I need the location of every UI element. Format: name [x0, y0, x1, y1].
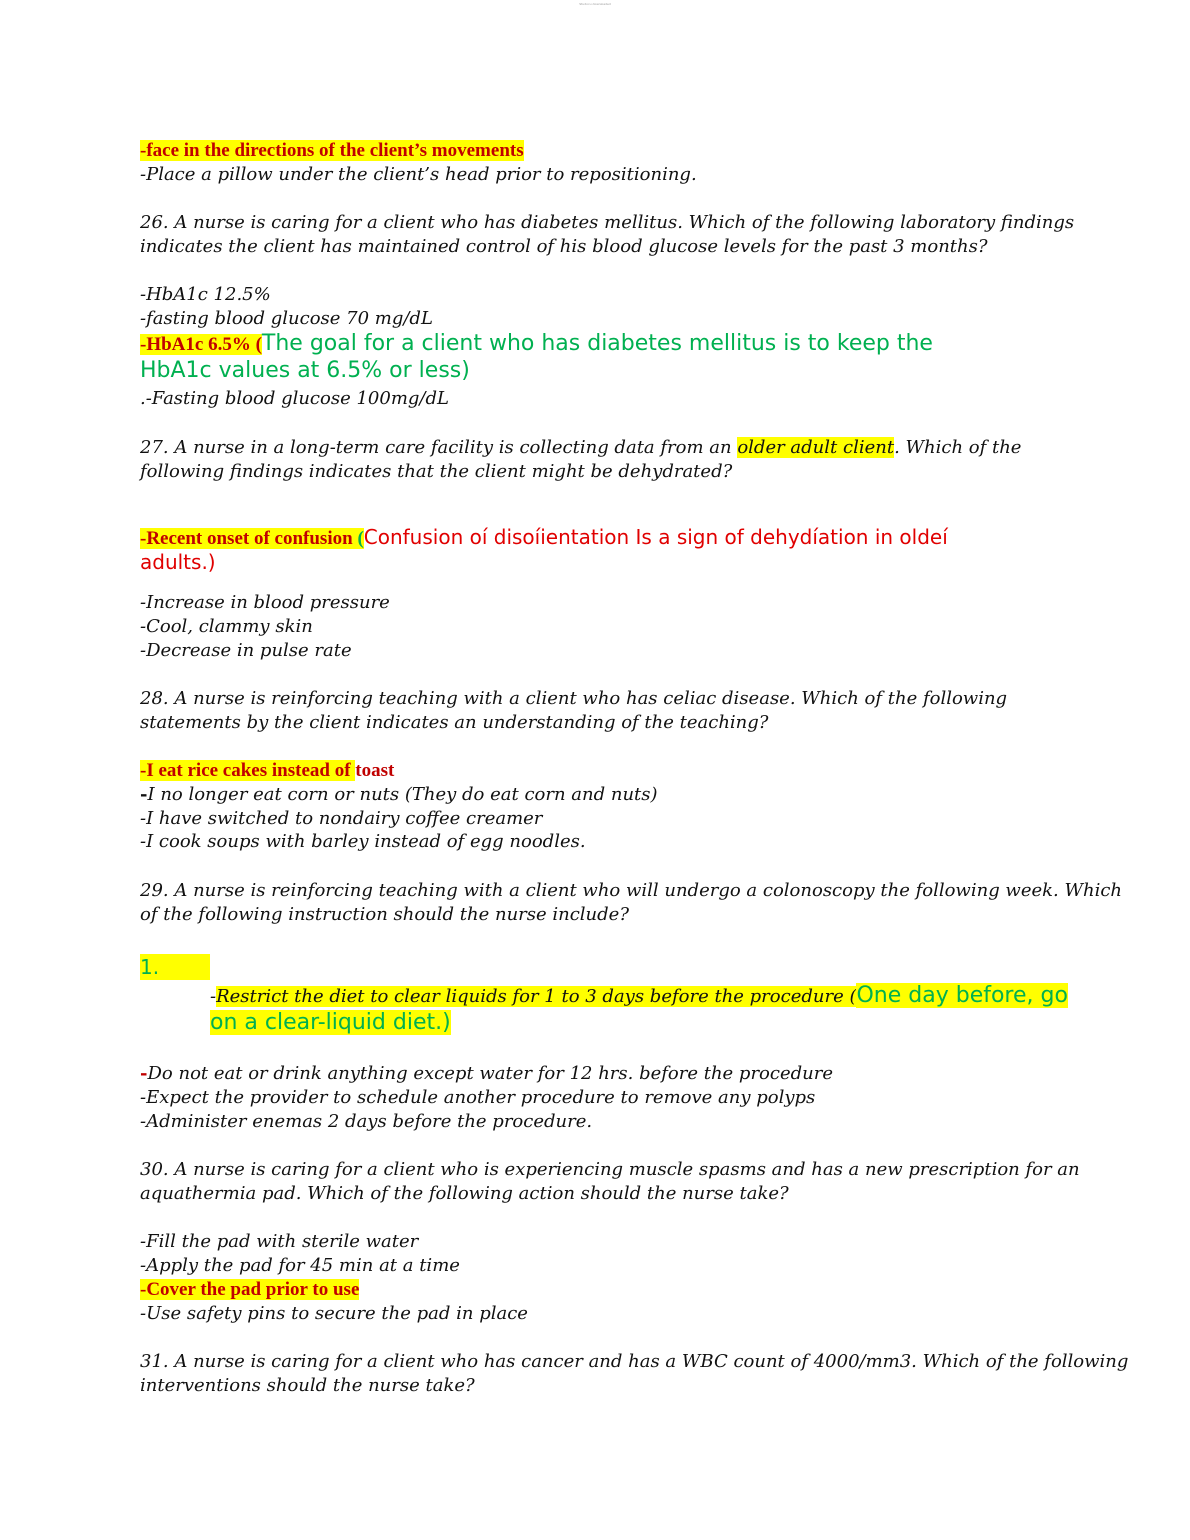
q30-stem-line-2: aquathermia pad. Which of the following action should the nurse take?: [140, 1183, 789, 1204]
q27-answer: [140, 524, 948, 552]
page-header: Studocu downloaded: [579, 2, 611, 6]
q31-stem-line-2: interventions should the nurse take?: [140, 1375, 475, 1396]
q28-option-d: -I cook soups with barley instead of egg noodles.: [140, 831, 586, 852]
q25-answer: [140, 139, 524, 163]
q29-stem-line-2: of the following instruction should the nurse include?: [140, 904, 629, 925]
q27-option-d: -Decrease in pulse rate: [140, 640, 352, 661]
q28-answer-text: -I eat rice cakes instead of: [140, 760, 356, 781]
q29-option-b-text: Do not eat or drink anything except water for 12 hrs. before the procedure: [147, 1063, 833, 1084]
q31-stem-line-1: 31. A nurse is caring for a client who has cancer and has a WBC count of 4000/mm3. Which of the following: [140, 1351, 1129, 1372]
q27-stem-part-3: . Which of the: [894, 437, 1022, 458]
q25-answer-text: -face in the directions of the client’s movements: [140, 140, 524, 161]
q29-rationale-line-2-wrap: [210, 1009, 451, 1038]
q29-list-number: 1.: [140, 954, 210, 980]
q29-option-b-dash: -: [140, 1063, 148, 1084]
q29-rationale-line-2: on a clear-liquid diet.): [210, 1010, 451, 1035]
q28-stem-line-2: statements by the client indicates an understanding of the teaching?: [140, 712, 769, 733]
q26-stem-line-1: 26. A nurse is caring for a client who has diabetes mellitus. Which of the following laboratory findings: [140, 212, 1075, 233]
q28-answer-tail: toast: [355, 760, 395, 781]
q27-stem-line-1: [140, 436, 1021, 460]
q29-answer-text: Restrict the diet to clear liquids for 1 to 3 days before the procedure (: [216, 986, 857, 1007]
q27-option-c: -Cool, clammy skin: [140, 616, 313, 637]
q27-rationale-line-1: Confusion oí disoíientation Is a sign of dehydíation in oldeí: [363, 525, 948, 549]
q28-option-b-dash: -: [140, 784, 148, 805]
q27-rationale-line-2: adults.): [140, 550, 216, 574]
q26-option-a: -HbA1c 12.5%: [140, 284, 271, 305]
q28-answer: [140, 759, 394, 783]
q27-option-b: -Increase in blood pressure: [140, 592, 390, 613]
q27-stem-part-1: 27. A nurse in a long-term care facility is collecting data from an: [140, 437, 738, 458]
q27-stem-highlight: older adult client: [737, 437, 895, 458]
q25-option: -Place a pillow under the client’s head prior to repositioning.: [140, 164, 697, 185]
q30-option-b: -Apply the pad for 45 min at a time: [140, 1255, 460, 1276]
q29-option-c: -Expect the provider to schedule another procedure to remove any polyps: [140, 1087, 816, 1108]
q29-option-d: -Administer enemas 2 days before the procedure.: [140, 1111, 593, 1132]
q26-option-d: .-Fasting blood glucose 100mg/dL: [140, 388, 449, 409]
q29-stem-line-1: 29. A nurse is reinforcing teaching with a client who will undergo a colonoscopy the following week. Which: [140, 880, 1123, 901]
q26-answer-text: -HbA1c 6.5% (: [140, 334, 262, 355]
q27-answer-paren: (: [357, 528, 364, 549]
q30-stem-line-1: 30. A nurse is caring for a client who is experiencing muscle spasms and has a new prescription for an: [140, 1159, 1080, 1180]
q28-option-b-text: I no longer eat corn or nuts (They do eat corn and nuts): [147, 784, 658, 805]
q26-option-b: -fasting blood glucose 70 mg/dL: [140, 308, 433, 329]
q28-stem-line-1: 28. A nurse is reinforcing teaching with a client who has celiac disease. Which of the following: [140, 688, 1008, 709]
q30-answer-text: -Cover the pad prior to use: [140, 1279, 360, 1300]
q27-answer-text: -Recent onset of confusion: [140, 528, 358, 549]
q26-answer: [140, 330, 933, 359]
q29-option-b: [140, 1062, 833, 1086]
q27-stem-line-2: following findings indicates that the client might be dehydrated?: [140, 461, 733, 482]
q26-stem-line-2: indicates the client has maintained control of his blood glucose levels for the past 3 months?: [140, 236, 988, 257]
q30-answer: [140, 1278, 359, 1302]
q29-rationale-line-1: One day before, go: [856, 983, 1068, 1008]
q26-rationale-line-1: The goal for a client who has diabetes mellitus is to keep the: [261, 331, 933, 356]
q29-answer-dash: -: [210, 986, 217, 1007]
q28-option-b: [140, 783, 658, 807]
q30-option-d: -Use safety pins to secure the pad in place: [140, 1303, 528, 1324]
q30-option-a: -Fill the pad with sterile water: [140, 1231, 419, 1252]
q29-answer: [210, 982, 1068, 1011]
q28-option-c: -I have switched to nondairy coffee creamer: [140, 808, 543, 829]
q26-rationale-line-2: HbA1c values at 6.5% or less): [140, 358, 470, 383]
